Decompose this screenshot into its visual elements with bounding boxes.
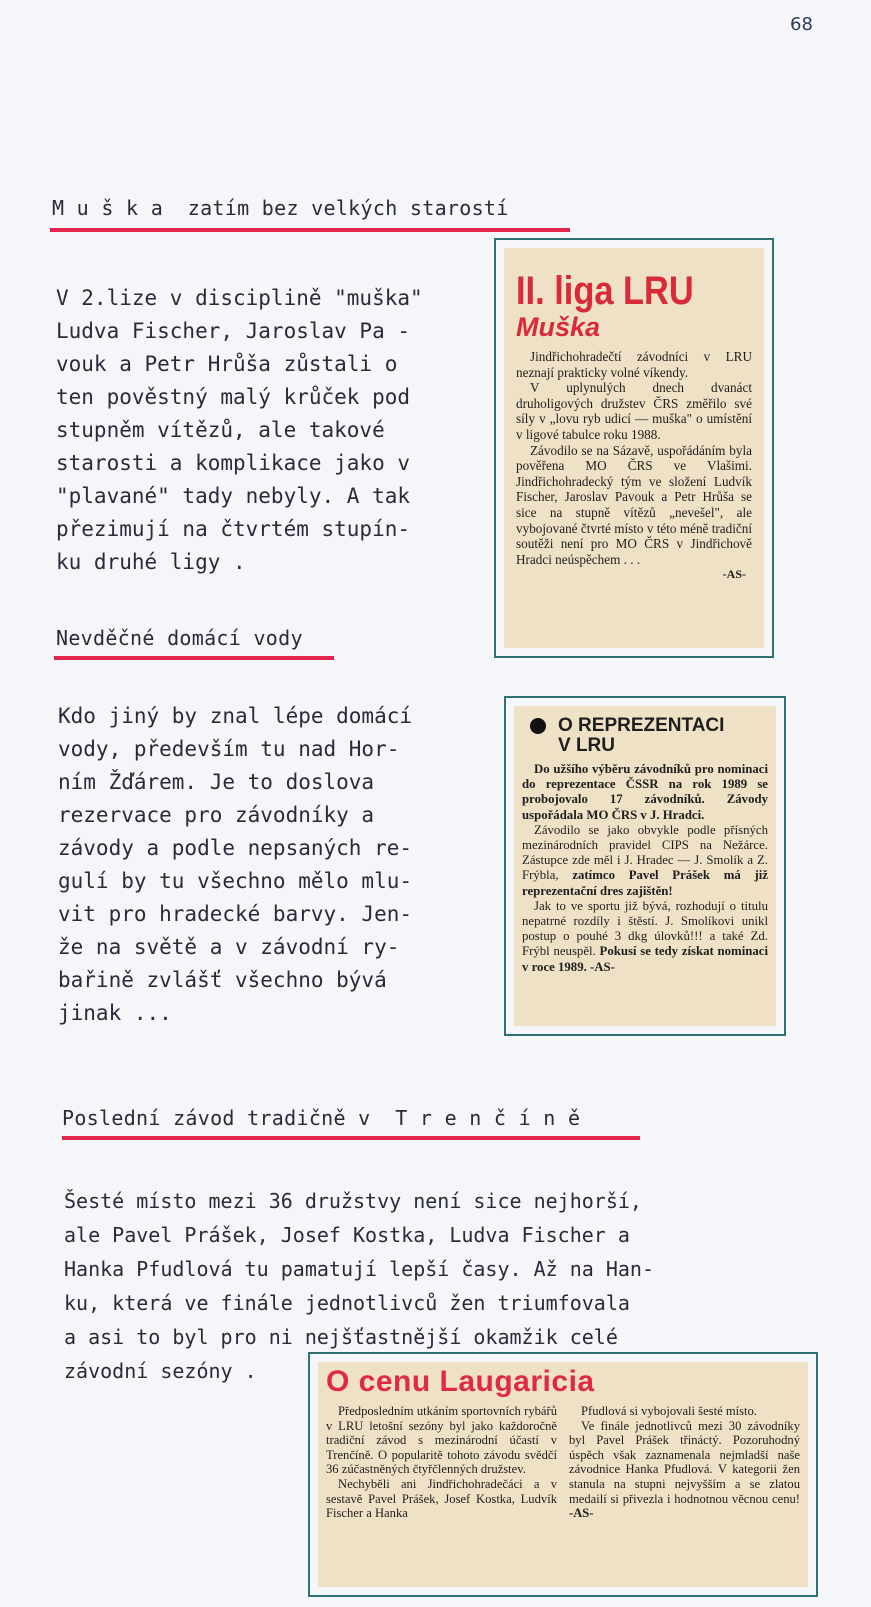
- text-line: ale Pavel Prášek, Josef Kostka, Ludva Fischer a: [64, 1223, 630, 1247]
- paragraph-domaci-vody: [58, 700, 488, 1030]
- text-line: závody a podle nepsaných re-: [58, 836, 413, 860]
- clipping-paragraph: Jak to ve sportu již bývá, rozhodují o titulu nepatrné rozdíly i štěstí. J. Smolíkovi unikl postup o pouhé 3 dkg úlovků!!! a také Zd. Frýbl neuspěl. Pokusí se tedy získat nominaci v roce 1989. -AS-: [522, 898, 769, 974]
- clipping-title-line: V LRU: [558, 735, 615, 756]
- clipping-paragraph: Závodilo se jako obvykle podle přísných mezinárodních pravidel CIPS na Nežárce. Zástupce zde měl i J. Hradec — J. Smolík a Z. Frýbla, zatímco Pavel Prášek má již reprezentační dres zajištěn!: [522, 822, 768, 898]
- clipping-title: O cenu Laugaricia: [326, 1365, 595, 1398]
- clipping-body: [504, 349, 764, 583]
- clipping-title-line: O REPREZENTACI: [558, 715, 725, 736]
- page-number: 68: [790, 14, 813, 35]
- clipping-paragraph: Ve finále jednotlivců mezi 30 závodníky byl Pavel Prášek třináctý. Pozoruhodný úspěch však zaznamenala nejmladší naše závodnice Hanka Pfudlová. V kategorii žen stanula na stupni nejvyšším a se zlatou medailí si přivezla i hodnotnou věcnou cenu! -AS-: [569, 1418, 800, 1521]
- clipping-paragraph: V uplynulých dnech dvanáct druholigových družstev ČRS změřilo své síly v „lovu ryb udicí — muška" o umístění v ligové tabulce roku 1988.: [516, 380, 752, 442]
- clipping-paragraph: Nechyběli ani Jindřichohradečáci a v sestavě Pavel Prášek, Josef Kostka, Ludvík Fischer a Hanka: [326, 1476, 557, 1521]
- text-line: stupněm vítězů, ale takové: [56, 418, 385, 442]
- text-line: starosti a komplikace jako v: [56, 451, 411, 475]
- text-line: ten pověstný malý krůček pod: [56, 385, 411, 409]
- text-line: Šesté místo mezi 36 družstvy není sice nejhorší,: [64, 1189, 642, 1213]
- heading-muska: M u š k a zatím bez velkých starostí: [52, 196, 509, 220]
- text-line: vit pro hradecké barvy. Jen-: [58, 902, 413, 926]
- clipping-signature: -AS-: [590, 959, 615, 974]
- heading-underline: [54, 656, 334, 660]
- heading-underline: [62, 1136, 640, 1140]
- clipping-columns: [318, 1404, 808, 1521]
- heading-underline: [50, 228, 570, 232]
- text-line: ku druhé ligy .: [56, 550, 246, 574]
- clipping-body: [514, 762, 776, 975]
- text-line: přezimují na čtvrtém stupín-: [56, 517, 411, 541]
- text-line: ku, která ve finále jednotlivců žen triumfovala: [64, 1291, 630, 1315]
- text-line: "plavané" tady nebyly. A tak: [56, 484, 411, 508]
- paragraph-trencin: [64, 1184, 824, 1388]
- clipping-paragraph: Jindřichohradečtí závodníci v LRU neznají prakticky volné víkendy.: [516, 349, 752, 380]
- heading-domaci-vody: Nevděčné domácí vody: [56, 626, 303, 650]
- text-line: rezervace pro závodníky a: [58, 803, 375, 827]
- clipping-column-left: [326, 1404, 557, 1521]
- text-line: V 2.lize v disciplině "muška": [56, 286, 423, 310]
- paragraph-muska: [56, 282, 486, 579]
- text-line: Hanka Pfudlová tu pamatují lepší časy. Až na Han-: [64, 1257, 655, 1281]
- clipping-paragraph: Pfudlová si vybojovali šesté místo.: [581, 1404, 757, 1418]
- text-line: jinak ...: [58, 1001, 172, 1025]
- bullet-icon: [530, 718, 546, 734]
- clipping-signature: -AS-: [722, 567, 746, 582]
- text-line: vouk a Petr Hrůša zůstali o: [56, 352, 398, 376]
- text-line: a asi to byl pro ni nejšťastnější okamžik celé: [64, 1325, 618, 1349]
- text-line: že na světě a v závodní ry-: [58, 935, 400, 959]
- clipping-subtitle: Muška: [516, 312, 601, 342]
- clipping-title: II. liga LRU: [516, 269, 694, 313]
- text-line: Kdo jiný by znal lépe domácí: [58, 704, 413, 728]
- clipping-reprezentace: [514, 706, 776, 1026]
- clipping-liga-lru: [504, 248, 764, 648]
- clipping-paragraph: Závodilo se na Sázavě, uspořádáním byla pověřena MO ČRS ve Vlašimi. Jindřichohradecký tým ve složení Ludvík Fischer, Jaroslav Pavouk a Petr Hrůša se sice na stupně vítězů „nevešel", ale vybojované čtvrté místo v této méně tradiční soutěži není pro MO ČRS v Jindřichově Hradci neúspěchem . . .: [516, 442, 752, 567]
- clipping-column-right: [569, 1404, 800, 1521]
- clipping-title: [524, 716, 776, 756]
- clipping-signature: -AS-: [569, 1506, 594, 1521]
- text-line: vody, především tu nad Hor-: [58, 737, 400, 761]
- clipping-lead: Do užšího výběru závodníků pro nominaci do reprezentace ČSSR na rok 1989 se probojovalo 17 závodníků. Závody uspořádala MO ČRS v J. Hradci.: [522, 762, 768, 822]
- text-line: Ludva Fischer, Jaroslav Pa -: [56, 319, 411, 343]
- heading-trencin: Poslední závod tradičně v T r e n č í n ě: [62, 1106, 581, 1130]
- text-line: bařině zvlášť všechno bývá: [58, 968, 387, 992]
- text-line: závodní sezóny .: [64, 1359, 257, 1383]
- text-line: ním Žďárem. Je to doslova: [58, 770, 375, 794]
- clipping-paragraph: Předposledním utkáním sportovních rybářů v LRU letošní sezóny byl jako každoročně tradiční závod s mezinárodní účastí v Trenčíně. O popularitě tohoto závodu svědčí 36 zúčastněných čtyřčlenných družstev.: [326, 1404, 557, 1477]
- clipping-laugaricia: [318, 1362, 808, 1587]
- text-line: gulí by tu všechno mělo mlu-: [58, 869, 413, 893]
